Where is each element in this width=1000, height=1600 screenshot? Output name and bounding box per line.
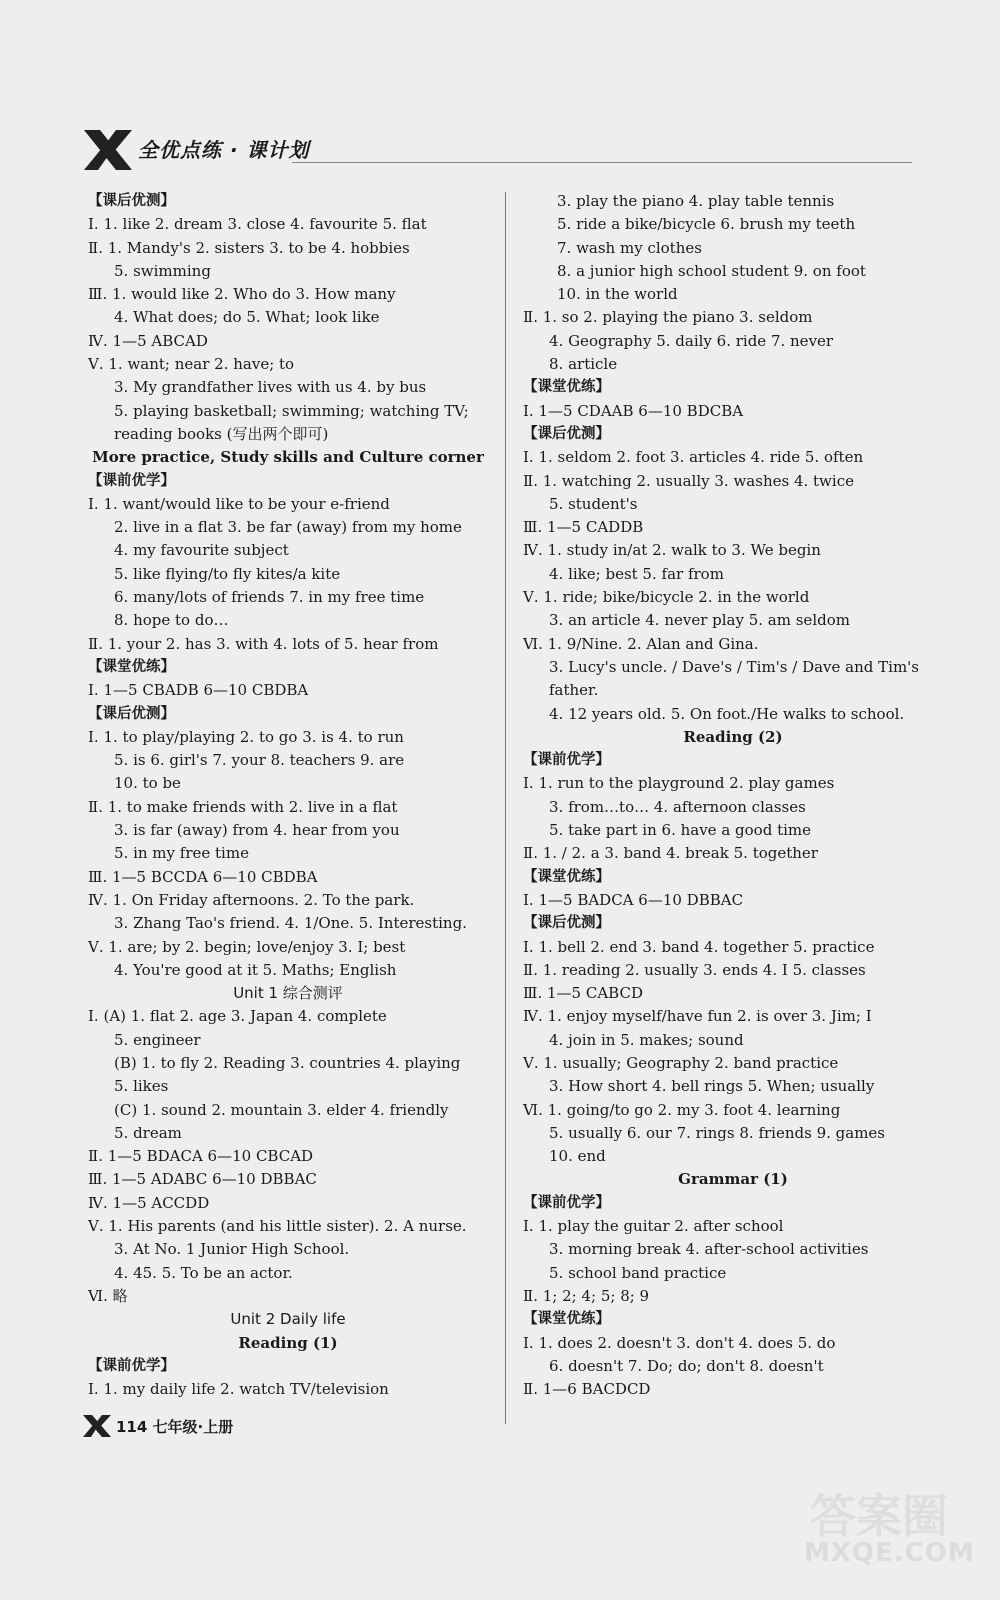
answer-line: 3. At No. 1 Junior High School. xyxy=(114,1240,350,1259)
section-heading: 【课后优测】 xyxy=(88,193,175,209)
answer-line: Ⅵ. 1. going/to go 2. my 3. foot 4. learning xyxy=(523,1100,841,1119)
answer-line: Ⅰ. 1. my daily life 2. watch TV/television xyxy=(88,1380,389,1399)
answer-line: Ⅱ. 1. Mandy's 2. sisters 3. to be 4. hobbies xyxy=(88,238,410,257)
section-heading: 【课前优学】 xyxy=(88,1357,175,1374)
answer-line: Ⅰ. 1—5 BADCA 6—10 DBBAC xyxy=(523,890,744,909)
answer-line: Ⅱ. 1; 2; 4; 5; 8; 9 xyxy=(523,1286,650,1305)
section-heading: 【课堂优练】 xyxy=(88,658,175,675)
answer-line: 5. in my free time xyxy=(114,844,249,863)
answer-line: 5. dream xyxy=(114,1123,182,1142)
answer-line: Ⅱ. 1—5 BDACA 6—10 CBCAD xyxy=(88,1147,314,1166)
watermark-site: MXQE.COM xyxy=(804,1538,975,1568)
answer-line: Ⅰ. 1—5 CDAAB 6—10 BDCBA xyxy=(523,401,744,420)
answer-line: 4. 12 years old. 5. On foot./He walks to school. xyxy=(549,704,905,723)
lesson-title: Grammar (1) xyxy=(678,1170,788,1189)
answer-line: 10. end xyxy=(549,1147,606,1166)
answer-line: (C) 1. sound 2. mountain 3. elder 4. friendly xyxy=(114,1100,449,1119)
answer-line: 2. live in a flat 3. be far (away) from my home xyxy=(114,518,462,537)
answer-line: 5. likes xyxy=(114,1077,169,1096)
answer-line: Ⅲ. 1—5 ADABC 6—10 DBBAC xyxy=(88,1170,317,1189)
answer-line: Ⅰ. 1. like 2. dream 3. close 4. favourite 5. flat xyxy=(88,215,427,234)
answer-line: Ⅲ. 1. would like 2. Who do 3. How many xyxy=(88,285,396,304)
lesson-title: Reading (2) xyxy=(683,727,783,746)
answer-line: 4. like; best 5. far from xyxy=(549,564,724,583)
answer-line: 5. like flying/to fly kites/a kite xyxy=(114,564,341,583)
answer-line: Ⅴ. 1. ride; bike/bicycle 2. in the world xyxy=(523,588,810,607)
right-answer-column xyxy=(523,190,943,1401)
grade-label: 七年级·上册 xyxy=(152,1418,234,1436)
answer-line: 5. school band practice xyxy=(549,1263,727,1282)
answer-line: 4. Geography 5. daily 6. ride 7. never xyxy=(549,331,834,350)
answer-line: 10. to be xyxy=(114,774,181,793)
answer-line: 5. take part in 6. have a good time xyxy=(549,821,811,840)
watermark-brand: 答案圈 xyxy=(810,1489,948,1543)
section-heading: 【课前优学】 xyxy=(88,472,175,489)
answer-line: 5. playing basketball; swimming; watching TV; xyxy=(114,401,469,420)
answer-line: Ⅵ. 略 xyxy=(88,1286,128,1305)
answer-line: Ⅱ. 1. your 2. has 3. with 4. lots of 5. hear from xyxy=(88,634,439,653)
answer-line: 8. hope to do… xyxy=(114,611,229,630)
lesson-title: Reading (1) xyxy=(238,1333,338,1352)
answer-line: Ⅳ. 1. On Friday afternoons. 2. To the park. xyxy=(88,890,415,909)
answer-line: Ⅰ. 1. to play/playing 2. to go 3. is 4. to run xyxy=(88,727,404,746)
answer-line: 5. swimming xyxy=(114,261,211,280)
section-heading: 【课后优测】 xyxy=(88,705,175,722)
answer-line: 4. What does; do 5. What; look like xyxy=(114,308,380,327)
answer-line: Ⅱ. 1. so 2. playing the piano 3. seldom xyxy=(523,308,813,327)
answer-line: Ⅱ. 1. reading 2. usually 3. ends 4. I 5. classes xyxy=(523,960,866,979)
answer-line: 4. You're good at it 5. Maths; English xyxy=(114,960,397,979)
answer-line: 5. usually 6. our 7. rings 8. friends 9. games xyxy=(549,1123,885,1142)
answer-line: father. xyxy=(549,681,599,700)
header-rule xyxy=(292,162,912,163)
site-watermark xyxy=(800,1470,980,1590)
answer-line: 5. is 6. girl's 7. your 8. teachers 9. are xyxy=(114,751,405,770)
section-heading: 【课堂优练】 xyxy=(523,868,610,885)
answer-line: 5. student's xyxy=(549,494,638,513)
answer-line: 4. 45. 5. To be an actor. xyxy=(114,1263,293,1282)
answer-line: Ⅰ. 1. play the guitar 2. after school xyxy=(523,1217,784,1236)
section-heading: 【课前优学】 xyxy=(523,752,610,769)
answer-line: (B) 1. to fly 2. Reading 3. countries 4. playing xyxy=(114,1053,461,1072)
section-heading: 【课前优学】 xyxy=(523,1194,610,1211)
lesson-title: Unit 1 综合测评 xyxy=(233,984,343,1003)
answer-line: Ⅱ. 1—6 BACDCD xyxy=(523,1380,651,1399)
page-header xyxy=(82,122,842,182)
answer-line: 4. my favourite subject xyxy=(114,541,289,560)
answer-line: 8. article xyxy=(549,355,618,374)
page-number-value: 114 xyxy=(116,1418,148,1436)
answer-line: 8. a junior high school student 9. on foot xyxy=(557,261,866,280)
answer-line: 3. is far (away) from 4. hear from you xyxy=(114,821,400,840)
answer-line: Ⅲ. 1—5 CADDB xyxy=(523,518,644,537)
brand-x-logo-icon xyxy=(82,128,134,172)
answer-line: Ⅴ. 1. usually; Geography 2. band practice xyxy=(523,1053,839,1072)
answer-line: 10. in the world xyxy=(557,285,678,304)
answer-line: reading books (写出两个即可) xyxy=(114,424,329,443)
lesson-title: Unit 2 Daily life xyxy=(230,1310,346,1329)
answer-line: 3. an article 4. never play 5. am seldom xyxy=(549,611,850,630)
answer-line: Ⅱ. 1. / 2. a 3. band 4. break 5. together xyxy=(523,844,818,863)
answer-line: Ⅰ. 1—5 CBADB 6—10 CBDBA xyxy=(88,681,309,700)
answer-line: 3. My grandfather lives with us 4. by bus xyxy=(114,378,427,397)
answer-line: Ⅳ. 1—5 ABCAD xyxy=(88,331,208,350)
answer-line: Ⅱ. 1. to make friends with 2. live in a flat xyxy=(88,797,398,816)
section-heading: 【课后优测】 xyxy=(523,915,610,932)
answer-line: Ⅰ. 1. does 2. doesn't 3. don't 4. does 5. do xyxy=(523,1333,836,1352)
answer-line: Ⅳ. 1. study in/at 2. walk to 3. We begin xyxy=(523,541,821,560)
header-title: 全优点练 · 课计划 xyxy=(138,138,310,162)
answer-line: 3. Lucy's uncle. / Dave's / Tim's / Dave and Tim's xyxy=(549,657,919,676)
answer-line: Ⅰ. 1. want/would like to be your e-friend xyxy=(88,494,390,513)
answer-line: 5. ride a bike/bicycle 6. brush my teeth xyxy=(557,215,856,234)
page-number xyxy=(116,1416,233,1437)
answer-line: 6. many/lots of friends 7. in my free time xyxy=(114,588,425,607)
answer-line: Ⅴ. 1. are; by 2. begin; love/enjoy 3. I; best xyxy=(88,937,406,956)
answer-line: Ⅳ. 1—5 ACCDD xyxy=(88,1193,210,1212)
answer-line: Ⅱ. 1. watching 2. usually 3. washes 4. twice xyxy=(523,471,854,490)
answer-line: 3. Zhang Tao's friend. 4. 1/One. 5. Interesting. xyxy=(114,914,467,933)
answer-line: 6. doesn't 7. Do; do; don't 8. doesn't xyxy=(549,1356,824,1375)
answer-line: 7. wash my clothes xyxy=(557,238,702,257)
section-heading: 【课堂优练】 xyxy=(523,379,610,396)
answer-line: 5. engineer xyxy=(114,1030,201,1049)
column-divider xyxy=(505,192,506,1424)
answer-line: Ⅵ. 1. 9/Nine. 2. Alan and Gina. xyxy=(523,634,759,653)
answer-line: 3. from…to… 4. afternoon classes xyxy=(549,797,806,816)
section-heading: 【课后优测】 xyxy=(523,425,610,442)
answer-line: Ⅴ. 1. His parents (and his little sister). 2. A nurse. xyxy=(88,1217,467,1236)
answer-line: 4. join in 5. makes; sound xyxy=(549,1030,744,1049)
answer-line: Ⅲ. 1—5 CABCD xyxy=(523,984,643,1003)
lesson-title: More practice, Study skills and Culture corner xyxy=(92,448,484,467)
answer-line: Ⅰ. 1. bell 2. end 3. band 4. together 5. practice xyxy=(523,937,875,956)
answer-line: 3. play the piano 4. play table tennis xyxy=(557,192,835,210)
section-heading: 【课堂优练】 xyxy=(523,1311,610,1328)
answer-line: 3. morning break 4. after-school activities xyxy=(549,1240,869,1259)
answer-line: Ⅲ. 1—5 BCCDA 6—10 CBDBA xyxy=(88,867,318,886)
answer-line: Ⅰ. 1. run to the playground 2. play games xyxy=(523,774,835,793)
brand-x-small-icon xyxy=(82,1414,112,1438)
answer-line: Ⅰ. 1. seldom 2. foot 3. articles 4. ride 5. often xyxy=(523,448,864,467)
answer-line: 3. How short 4. bell rings 5. When; usually xyxy=(549,1077,875,1096)
answer-line: Ⅳ. 1. enjoy myself/have fun 2. is over 3. Jim; I xyxy=(523,1007,872,1026)
left-answer-column xyxy=(88,190,488,1401)
answer-line: Ⅴ. 1. want; near 2. have; to xyxy=(88,355,295,374)
answer-line: Ⅰ. (A) 1. flat 2. age 3. Japan 4. complete xyxy=(88,1007,387,1026)
